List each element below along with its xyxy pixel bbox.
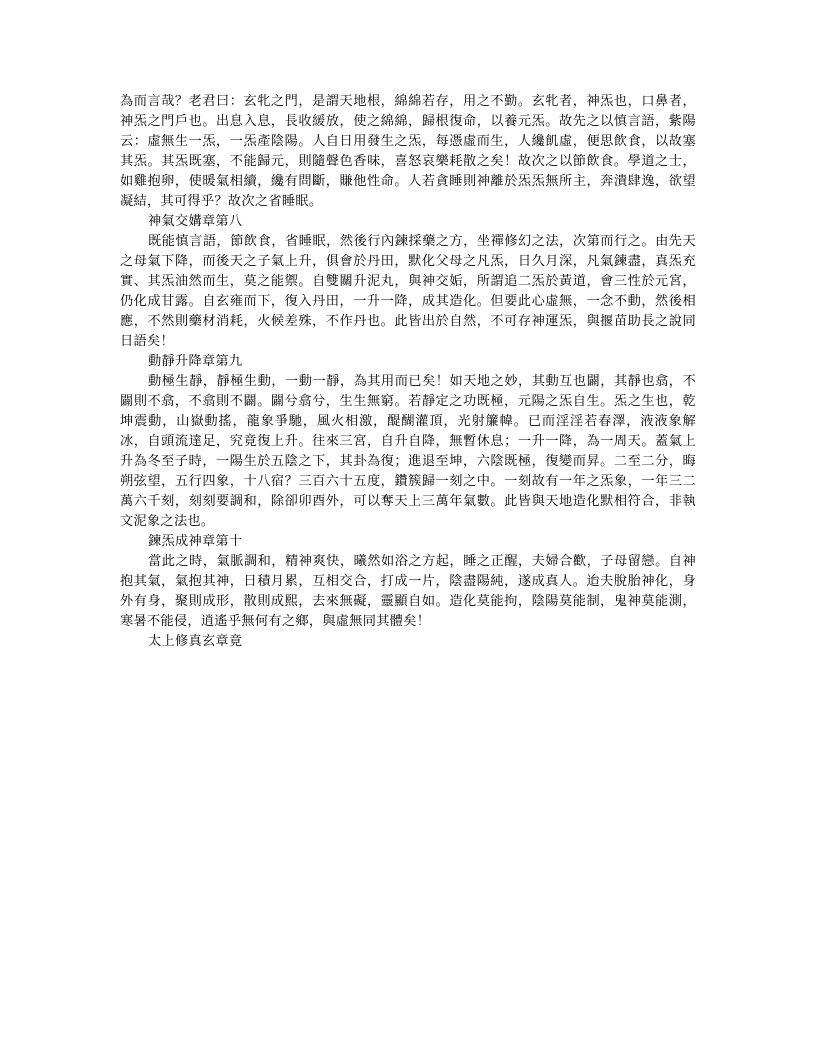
paragraph-continuation: 為而言哉？老君曰：玄牝之門，是謂天地根，綿綿若存，用之不勤。玄牝者，神炁也，口鼻者，神炁之門戶也。出息入息，長收緩放，使之綿綿，歸根復命，以養元炁。故先之以慎言語，紫陽云：虛無生一炁，一炁產陰陽。人自日用發生之炁，每憑虛而生，人纔飢虛，便思飲食，以故塞其炁。其炁既塞，不能歸元，則隨聲色香味，喜怒哀樂耗散之矣！故次之以節飲食。學道之士，如雞抱卵，使暖氣相續，纔有問斷，賺他性命。人若貪睡則神離於炁炁無所主，奔潰肆逸，欲望凝結，其可得乎？故次之省睡眠。 bbox=[120, 94, 696, 209]
paragraph-chapter-10: 當此之時，氣脈調和，精神爽快，曦然如浴之方起，睡之正醒，夫婦合歡，子母留戀。自神抱其氣，氣抱其神，日積月累，互相交合，打成一片，陰盡陽純，遂成真人。迨夫脫胎神化，身外有身，聚則成形，散則成熙，去來無礙，靈顯自如。造化莫能拘，陰陽莫能制，鬼神莫能測，寒暑不能侵，逍遙乎無何有之鄉，與虛無同其體矣！ bbox=[120, 554, 696, 629]
paragraph-chapter-8: 既能慎言語，節飲食，省睡眠，然後行內鍊採藥之方，坐禪修幻之法，次第而行之。由先天之母氣下降，而後天之子氣上升，俱會於丹田，默化父母之凡炁，日久月深，凡氣鍊盡，真炁充實、其炁油然而生，莫之能禦。自雙關升泥丸，與神交姤，所謂追二炁於黃道，會三性於元宮，仍化成甘露。自玄雍而下，復入丹田，一升一降，成其造化。但要此心虛無，一念不動，然後相應，不然則藥材消耗，火候差殊，不作丹也。此皆出於自然，不可存神運炁，與揠苗助長之說同日語矣！ bbox=[120, 234, 696, 349]
chapter-heading-8: 神氣交媾章第八 bbox=[148, 214, 243, 229]
chapter-heading-9: 動靜升降章第九 bbox=[148, 354, 243, 369]
paragraph-chapter-9: 動極生靜，靜極生動，一動一靜，為其用而已矣！如天地之妙，其動互也闢，其靜也翕，不闢則不翕，不翕則不闢。闢兮翕兮，生生無窮。若靜定之功既極，元陽之炁自生。炁之生也，乾坤震動，山嶽動搖，龍象爭馳，風火相激，醍醐灌頂，光射簾幃。已而淫淫若春澤，液液象解冰，自頭流達足，究竟復上升。往來三宮，自升自降，無暫休息；一升一降，為一周天。蓋氣上升為冬至子時，一陽生於五陰之下，其卦為復；進退至坤，六陰既極，復變而昇。二至二分，晦朔弦望，五行四象，十八宿？三百六十五度，鑽簇歸一刻之中。一刻故有一年之炁象，一年三二萬六千刻，刻刻要調和，除卻卯酉外，可以奪天上三萬年氣數。此皆與天地造化默相符合，非執文泥象之法也。 bbox=[120, 374, 696, 529]
chapter-heading-10: 鍊炁成神章第十 bbox=[148, 534, 243, 549]
closing-line: 太上修真玄章竟 bbox=[148, 634, 243, 649]
document-page bbox=[120, 92, 696, 652]
